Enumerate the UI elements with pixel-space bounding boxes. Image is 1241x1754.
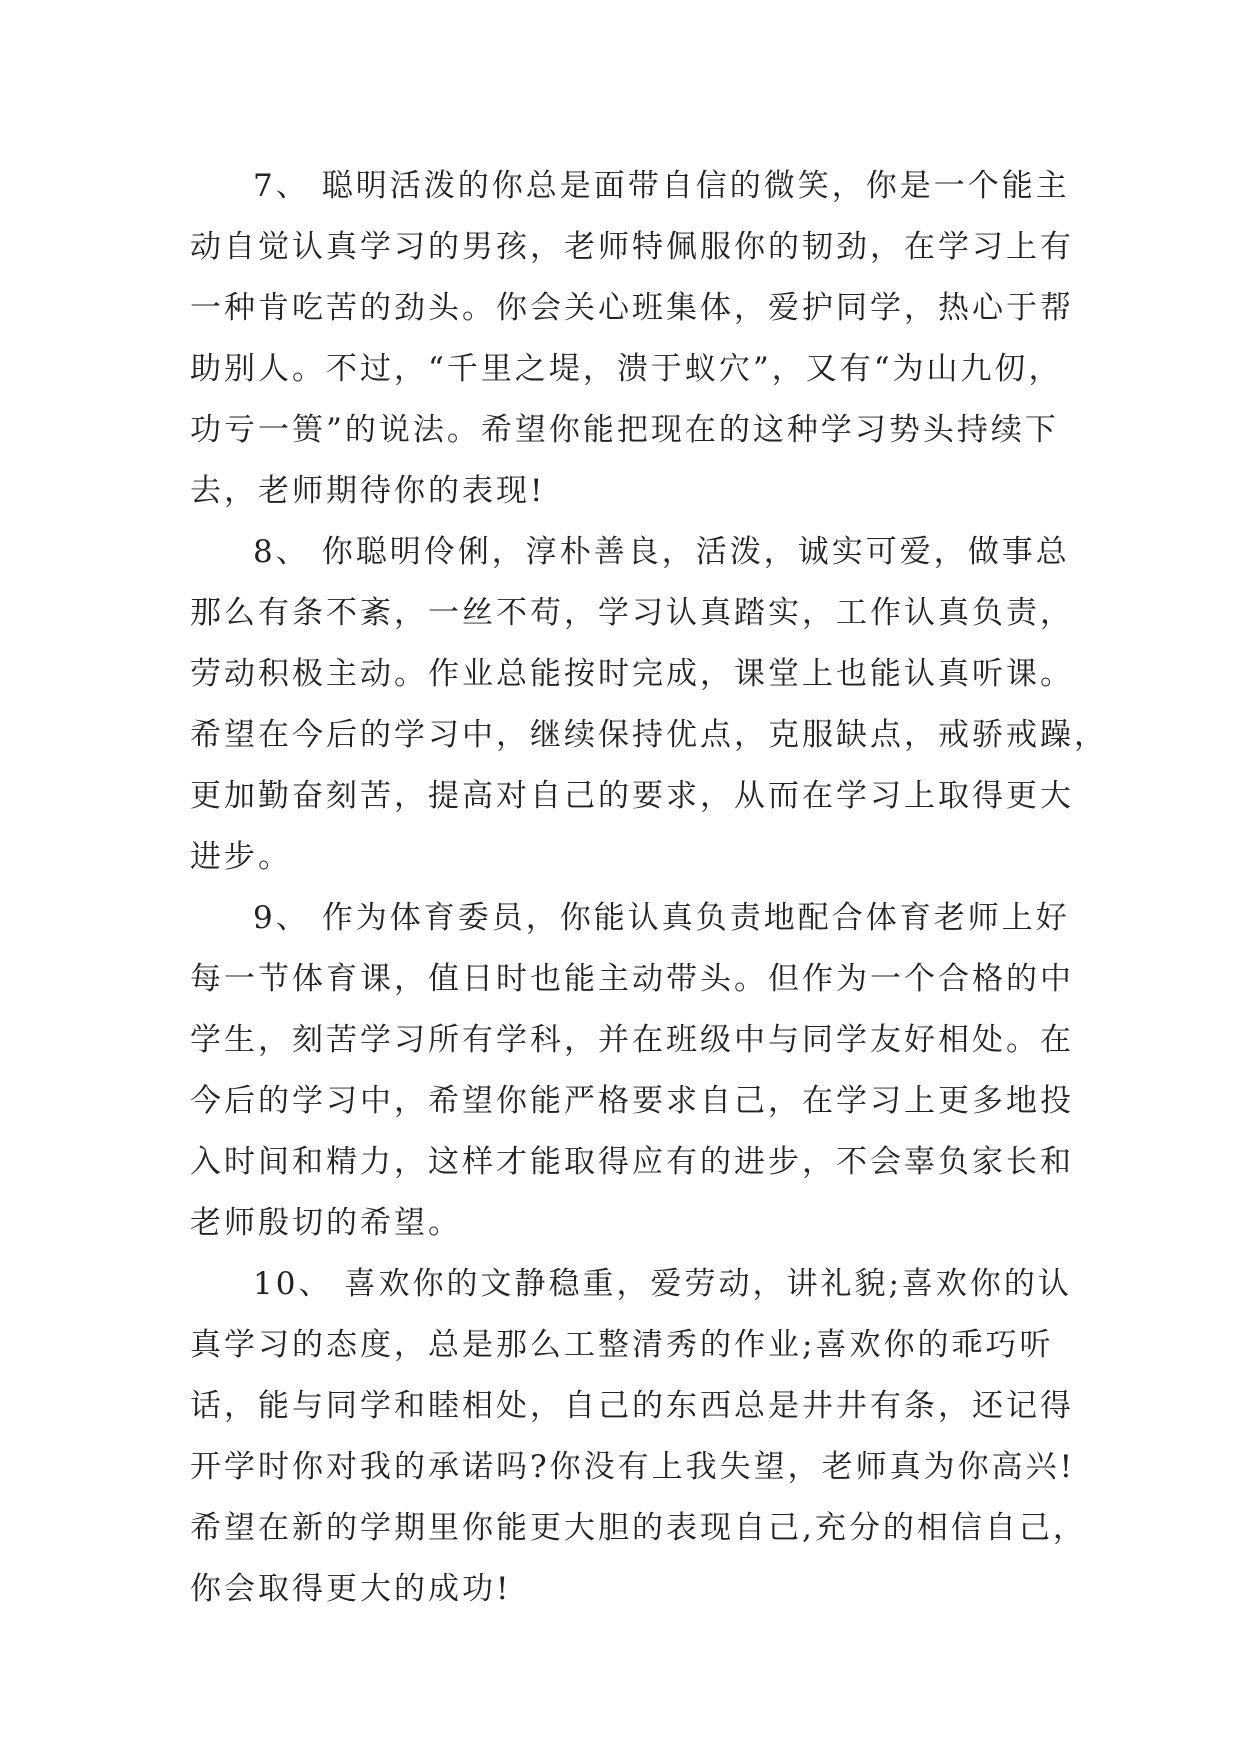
paragraph-line [190, 888, 1070, 949]
paragraph-line: 希望在今后的学习中，继续保持优点，克服缺点，戒骄戒躁， [190, 717, 1108, 753]
paragraph-text: 作为体育委员，你能认真负责地配合体育老师上好 [321, 900, 1070, 936]
paragraph-line: 进步。 [190, 839, 292, 875]
paragraph-text: 你聪明伶俐，淳朴善良，活泼，诚实可爱，做事总 [321, 534, 1070, 570]
paragraph-number: 9、 [253, 900, 310, 936]
paragraph-line: 你会取得更大的成功! [190, 1571, 512, 1607]
paragraph-line: 希望在新的学期里你能更大胆的表现自己,充分的相信自己， [190, 1510, 1087, 1546]
paragraph-line: 老师殷切的希望。 [190, 1205, 462, 1241]
paragraph-line: 开学时你对我的承诺吗?你没有上我失望，老师真为你高兴! [190, 1449, 1076, 1485]
paragraph-line: 学生，刻苦学习所有学科，并在班级中与同学友好相处。在 [190, 1022, 1074, 1058]
paragraph-line: 劳动积极主动。作业总能按时完成，课堂上也能认真听课。 [190, 656, 1074, 692]
paragraph-line [190, 1254, 1072, 1315]
paragraph-line: 话，能与同学和睦相处，自己的东西总是井井有条，还记得 [190, 1388, 1074, 1424]
comment-paragraph-9 [190, 888, 1074, 1254]
paragraph-number: 8、 [253, 534, 310, 570]
paragraph-line: 真学习的态度，总是那么工整清秀的作业;喜欢你的乖巧听 [190, 1327, 1054, 1363]
paragraph-text: 喜欢你的文静稳重，爱劳动，讲礼貌;喜欢你的认 [344, 1266, 1072, 1302]
paragraph-line: 每一节体育课，值日时也能主动带头。但作为一个合格的中 [190, 961, 1074, 997]
comment-paragraph-8 [190, 522, 1108, 888]
paragraph-line: 更加勤奋刻苦，提高对自己的要求，从而在学习上取得更大 [190, 778, 1074, 814]
paragraph-line [190, 522, 1070, 583]
paragraph-line: 一种肯吃苦的劲头。你会关心班集体，爱护同学，热心于帮 [190, 290, 1074, 326]
comment-paragraph-10 [190, 1254, 1087, 1620]
paragraph-line: 助别人。不过，“千里之堤，溃于蚁穴”，又有“为山九仞， [190, 351, 1063, 387]
comment-paragraph-7 [190, 156, 1074, 522]
paragraph-number: 10、 [253, 1266, 333, 1302]
paragraph-number: 7、 [253, 168, 310, 204]
paragraph-line: 入时间和精力，这样才能取得应有的进步，不会辜负家长和 [190, 1144, 1074, 1180]
paragraph-line [190, 156, 1070, 217]
paragraph-line: 今后的学习中，希望你能严格要求自己，在学习上更多地投 [190, 1083, 1074, 1119]
paragraph-text: 聪明活泼的你总是面带自信的微笑，你是一个能主 [321, 168, 1070, 204]
paragraph-line: 动自觉认真学习的男孩，老师特佩服你的韧劲，在学习上有 [190, 229, 1074, 265]
document-body [190, 156, 1108, 1620]
paragraph-line: 那么有条不紊，一丝不苟，学习认真踏实，工作认真负责， [190, 595, 1074, 631]
paragraph-line: 功亏一篑”的说法。希望你能把现在的这种学习势头持续下 [190, 412, 1059, 448]
paragraph-line: 去，老师期待你的表现! [190, 473, 546, 509]
